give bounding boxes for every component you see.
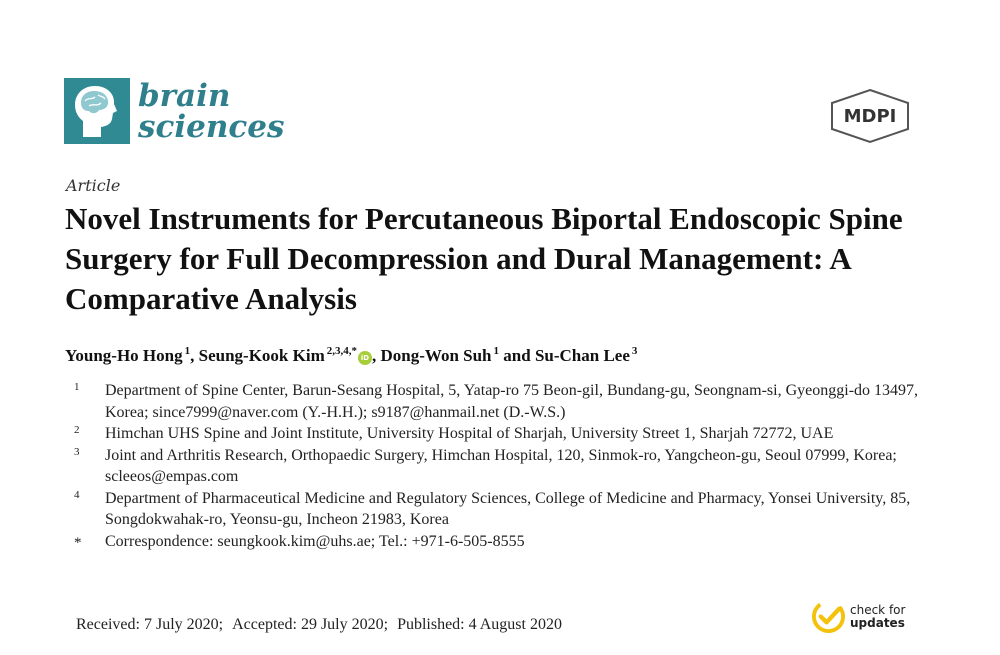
brain-head-icon xyxy=(64,78,130,144)
affiliation-text: Department of Spine Center, Barun-Sesang Hospital, 5, Yatap-ro 75 Beon-gil, Bundang-gu, Seongnam-si, Gyeonggi-do 13497, Korea; since7999@naver.com (Y.-H.H.); s9187@hanmail.net (D.-W.S.) xyxy=(105,382,919,421)
check-updates-line2: updates xyxy=(850,615,905,630)
orcid-icon[interactable]: iD xyxy=(358,351,372,365)
author-name: Su-Chan Lee xyxy=(534,346,630,365)
journal-name-line1: brain xyxy=(138,78,231,114)
author-name: Young-Ho Hong xyxy=(65,346,183,365)
publication-dates xyxy=(76,616,562,634)
received-date: Received: 7 July 2020; xyxy=(76,616,224,633)
affiliation-text: Joint and Arthritis Research, Orthopaedic Surgery, Himchan Hospital, 120, Sinmok-ro, Yangcheon-gu, Seoul 07999, Korea; scleeos@empas.com xyxy=(105,446,897,485)
affiliation-list xyxy=(74,380,954,555)
affiliation-text: Himchan UHS Spine and Joint Institute, University Hospital of Sharjah, University Street 1, Sharjah 72772, UAE xyxy=(105,425,834,442)
check-updates-icon xyxy=(812,600,845,633)
affiliation-item xyxy=(74,380,954,423)
accepted-date: Accepted: 29 July 2020; xyxy=(232,616,389,633)
author-affiliation-marks: 2,3,4,* xyxy=(326,345,357,357)
journal-logo xyxy=(64,78,284,144)
affiliation-mark: 4 xyxy=(74,488,80,501)
correspondence-item xyxy=(74,531,954,555)
affiliation-mark: 3 xyxy=(74,445,80,458)
author-affiliation-marks: 3 xyxy=(631,345,638,357)
affiliation-text: Department of Pharmaceutical Medicine and Regulatory Sciences, College of Medicine and Pharmacy, Yonsei University, 85, Songdokwahak-ro, Yeonsu-gu, Incheon 21983, Korea xyxy=(105,489,911,528)
affiliation-item xyxy=(74,445,954,488)
published-date: Published: 4 August 2020 xyxy=(397,616,562,633)
article-title: Novel Instruments for Percutaneous Biportal Endoscopic Spine Surgery for Full Decompression and Dural Management: A Comparative Analysis xyxy=(65,201,903,316)
correspondence-mark: * xyxy=(74,534,82,551)
affiliation-mark: 1 xyxy=(74,381,80,393)
correspondence-text: Correspondence: seungkook.kim@uhs.ae; Tel.: +971-6-505-8555 xyxy=(105,532,525,550)
mdpi-logo xyxy=(829,88,911,144)
journal-name-line2: sciences xyxy=(138,109,285,145)
author-name: Dong-Won Suh xyxy=(380,346,492,365)
author-affiliation-marks: 1 xyxy=(493,345,500,357)
affiliation-item xyxy=(74,488,954,531)
affiliation-item xyxy=(74,423,954,445)
publisher-name: MDPI xyxy=(843,106,897,127)
author-affiliation-marks: 1 xyxy=(184,345,191,357)
author-list: Young-Ho Hong $^1$, Seung-Kook Kim $^{2,3,4,*}$iD , Dong-Won Suh $^1$ and Su-Chan Lee $^3$ xyxy=(65,345,638,365)
check-for-updates-button[interactable] xyxy=(812,600,905,633)
author-name: Seung-Kook Kim xyxy=(198,346,325,365)
affiliation-mark: 2 xyxy=(74,424,80,436)
check-updates-line1: check for xyxy=(850,602,906,617)
article-type: Article xyxy=(66,176,121,195)
